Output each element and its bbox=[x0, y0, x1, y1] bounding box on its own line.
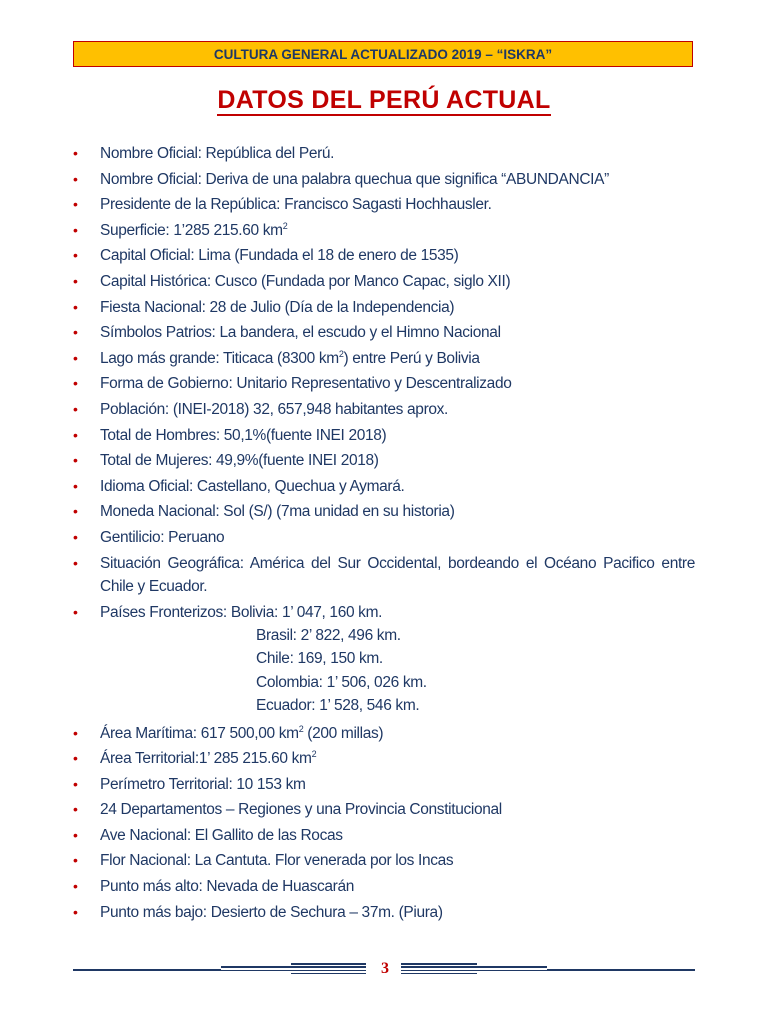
page-footer bbox=[73, 958, 695, 982]
footer-rule-right bbox=[547, 969, 695, 971]
bullet-icon: • bbox=[73, 603, 78, 620]
list-item: • Símbolos Patrios: La bandera, el escudo y el Himno Nacional bbox=[73, 320, 695, 346]
bullet-icon: • bbox=[73, 145, 78, 161]
bullet-icon: • bbox=[73, 528, 78, 545]
list-item: • Flor Nacional: La Cantuta. Flor venerada por los Incas bbox=[73, 848, 695, 874]
list-item: • Punto más alto: Nevada de Huascarán bbox=[73, 874, 695, 900]
bullet-icon: • bbox=[73, 801, 78, 818]
header-banner bbox=[73, 41, 693, 67]
bullet-icon: • bbox=[73, 221, 78, 238]
bullet-icon: • bbox=[73, 826, 78, 843]
footer-rule-set-right bbox=[401, 963, 547, 976]
list-item: • Forma de Gobierno: Unitario Representativo y Descentralizado bbox=[73, 371, 695, 397]
bullet-icon: • bbox=[73, 400, 78, 417]
list-item: • Perímetro Territorial: 10 153 km bbox=[73, 772, 695, 798]
list-item: • Ave Nacional: El Gallito de las Rocas bbox=[73, 823, 695, 849]
bullet-icon: • bbox=[73, 477, 78, 494]
list-item-borders: • Países Fronterizos: Bolivia: 1’ 047, 160 km. Brasil: 2’ 822, 496 km. Chile: 169, 150 km. Colombia: 1’ 506, 026 km. Ecuador: 1’ 528, 546 km. bbox=[73, 600, 695, 718]
superscript: 2 bbox=[282, 220, 288, 231]
list-item: • Moneda Nacional: Sol (S/) (7ma unidad en su historia) bbox=[73, 499, 695, 525]
bullet-icon: • bbox=[73, 324, 78, 341]
list-item: • Población: (INEI-2018) 32, 657,948 habitantes aprox. bbox=[73, 397, 695, 423]
list-item: • Capital Histórica: Cusco (Fundada por Manco Capac, siglo XII) bbox=[73, 269, 695, 295]
bullet-icon: • bbox=[73, 775, 78, 792]
list-item: • Capital Oficial: Lima (Fundada el 18 de enero de 1535) bbox=[73, 243, 695, 269]
bullet-icon: • bbox=[73, 750, 78, 767]
bullet-icon: • bbox=[73, 724, 78, 741]
bullet-icon: • bbox=[73, 554, 78, 571]
list-item: • Nombre Oficial: Deriva de una palabra quechua que significa “ABUNDANCIA” bbox=[73, 167, 695, 193]
list-item: • Punto más bajo: Desierto de Sechura – 37m. (Piura) bbox=[73, 900, 695, 926]
page-title-text: DATOS DEL PERÚ ACTUAL bbox=[217, 86, 551, 114]
list-item: • Superficie: 1’285 215.60 $km^2$ bbox=[73, 218, 695, 244]
list-item: • Total de Mujeres: 49,9%(fuente INEI 2018) bbox=[73, 448, 695, 474]
page-number: 3 bbox=[381, 960, 389, 977]
bullet-icon: • bbox=[73, 349, 78, 366]
bullet-icon: • bbox=[73, 298, 78, 315]
superscript: 2 bbox=[338, 348, 344, 359]
bullet-icon: • bbox=[73, 426, 78, 443]
bullet-icon: • bbox=[73, 272, 78, 289]
bullet-icon: • bbox=[73, 852, 78, 869]
bullet-icon: • bbox=[73, 170, 78, 187]
list-item: • Fiesta Nacional: 28 de Julio (Día de la Independencia) bbox=[73, 295, 695, 321]
list-item: • Área Territorial:1’ 285 215.60 $km^2$ bbox=[73, 746, 695, 772]
footer-rule-set-left bbox=[221, 963, 366, 976]
page-title bbox=[0, 86, 768, 115]
superscript: 2 bbox=[311, 749, 317, 760]
list-item: • Presidente de la República: Francisco Sagasti Hochhausler. bbox=[73, 192, 695, 218]
list-item: • Idioma Oficial: Castellano, Quechua y Aymará. bbox=[73, 474, 695, 500]
bullet-icon: • bbox=[73, 903, 78, 920]
list-item: • Lago más grande: Titicaca (8300 $km^2$) entre Perú y Bolivia bbox=[73, 346, 695, 372]
border-country-brasil: Brasil: 2’ 822, 496 km. bbox=[256, 626, 401, 644]
list-item: • Nombre Oficial: República del Perú. bbox=[73, 141, 695, 167]
list-item: • Gentilicio: Peruano bbox=[73, 525, 695, 551]
border-country-ecuador: Ecuador: 1’ 528, 546 km. bbox=[256, 697, 420, 714]
border-country-colombia: Colombia: 1’ 506, 026 km. bbox=[256, 673, 427, 691]
header-banner-text: CULTURA GENERAL ACTUALIZADO 2019 – “ISKRA” bbox=[213, 46, 553, 62]
list-item: • Área Marítima: 617 500,00 $km^2$ (200 millas) bbox=[73, 721, 695, 747]
bullet-icon: • bbox=[73, 878, 78, 895]
footer-rule-left bbox=[73, 969, 221, 971]
list-item: • Total de Hombres: 50,1%(fuente INEI 2018) bbox=[73, 423, 695, 449]
border-country-chile: Chile: 169, 150 km. bbox=[256, 650, 383, 667]
bullet-icon: • bbox=[73, 247, 78, 264]
bullet-icon: • bbox=[73, 452, 78, 469]
superscript: 2 bbox=[298, 723, 304, 734]
facts-list bbox=[73, 141, 695, 925]
bullet-icon: • bbox=[73, 503, 78, 520]
bullet-icon: • bbox=[73, 196, 78, 213]
bullet-icon: • bbox=[73, 375, 78, 392]
list-item: • Situación Geográfica: América del Sur Occidental, bordeando el Océano Pacifico entre Chile y Ecuador. bbox=[73, 551, 695, 598]
list-item: • 24 Departamentos – Regiones y una Provincia Constitucional bbox=[73, 797, 695, 823]
